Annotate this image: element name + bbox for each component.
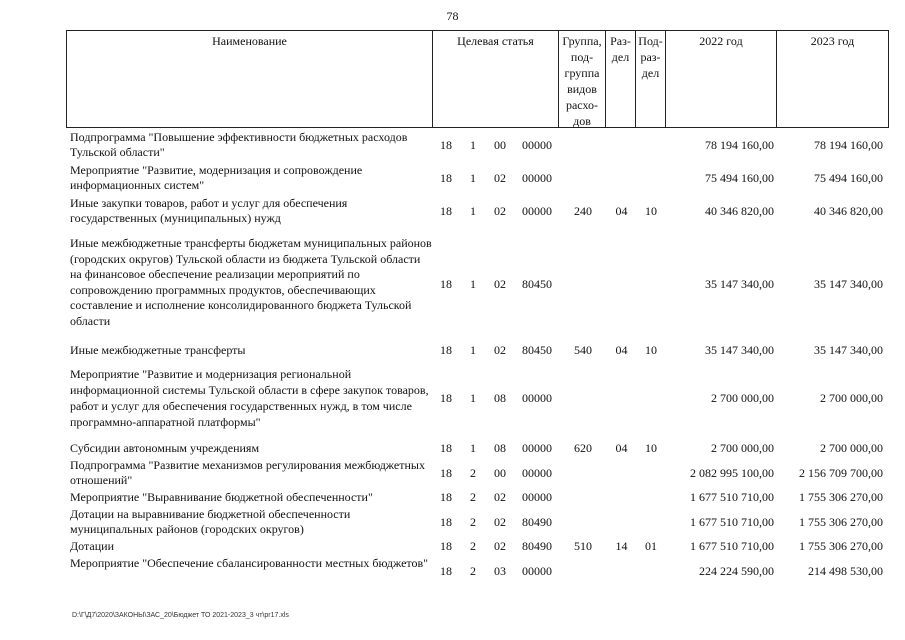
row-code-d: 00000 <box>522 441 552 455</box>
table-row <box>0 236 905 336</box>
row-amount-2022: 40 346 820,00 <box>705 204 774 218</box>
table-row <box>0 196 905 228</box>
row-amount-2023: 78 194 160,00 <box>814 138 883 152</box>
table-row <box>0 490 905 506</box>
row-name: Иные межбюджетные трансферты <box>70 343 246 357</box>
row-subsection: 10 <box>645 441 657 455</box>
row-name: Мероприятие "Развитие, модернизация и сопровождение информационных систем" <box>70 163 363 192</box>
row-code-a: 18 <box>440 391 452 405</box>
row-code-d: 00000 <box>522 171 552 185</box>
table-row <box>0 366 905 432</box>
row-code-b: 2 <box>470 564 476 578</box>
row-section: 04 <box>615 441 628 455</box>
row-name: Мероприятие "Развитие и модернизация региональной информационной системы Тульской области в сфере закупок товаров, работ и услуг для обеспечения государственных нужд, в том числе программно-аппаратной платформы" <box>70 367 429 429</box>
header-group: Группа, под-группа видов расхо-дов <box>559 31 606 127</box>
row-code-c: 00 <box>494 466 506 480</box>
row-amount-2023: 2 700 000,00 <box>820 391 883 405</box>
row-code-c: 02 <box>494 277 506 291</box>
row-code-b: 2 <box>470 515 476 529</box>
row-name: Дотации <box>70 539 115 553</box>
row-group: 620 <box>574 441 592 455</box>
row-code-b: 1 <box>470 277 476 291</box>
header-subsection: Под-раз-дел <box>636 31 666 127</box>
row-code-a: 18 <box>440 171 452 185</box>
row-section: 04 <box>615 343 628 357</box>
row-amount-2022: 2 082 995 100,00 <box>690 466 774 480</box>
row-subsection: 10 <box>645 204 657 218</box>
row-amount-2022: 224 224 590,00 <box>699 564 774 578</box>
row-subsection: 10 <box>645 343 657 357</box>
row-code-d: 00000 <box>522 138 552 152</box>
row-amount-2023: 2 700 000,00 <box>820 441 883 455</box>
row-code-d: 80450 <box>522 277 552 291</box>
row-name: Иные межбюджетные трансферты бюджетам муниципальных районов (городских округов) Тульской области из бюджета Тульской области на финансовое обеспечение реализации мероприятий по сопровождению программных продуктов, обеспечивающих составление и исполнение консолидированного бюджета Тульской области <box>70 236 432 328</box>
header-2022: 2022 год <box>666 31 777 127</box>
row-code-b: 1 <box>470 171 476 185</box>
header-section: Раз-дел <box>606 31 636 127</box>
row-code-c: 02 <box>494 490 506 504</box>
row-section: 04 <box>615 204 628 218</box>
row-code-d: 80450 <box>522 343 552 357</box>
row-code-c: 00 <box>494 138 506 152</box>
header-2023: 2023 год <box>810 34 855 48</box>
row-amount-2022: 78 194 160,00 <box>705 138 774 152</box>
row-amount-2023: 214 498 530,00 <box>808 564 883 578</box>
row-code-b: 1 <box>470 441 476 455</box>
row-name: Подпрограмма "Развитие механизмов регулирования межбюджетных отношений" <box>70 458 425 487</box>
row-name: Подпрограмма "Повышение эффективности бюджетных расходов Тульской области" <box>70 130 408 159</box>
row-group: 540 <box>574 343 592 357</box>
row-amount-2023: 1 755 306 270,00 <box>799 490 883 504</box>
row-code-a: 18 <box>440 441 452 455</box>
table-row <box>0 556 905 587</box>
table-header <box>66 30 889 128</box>
table-row <box>0 458 905 489</box>
row-amount-2022: 1 677 510 710,00 <box>690 490 774 504</box>
table-row <box>0 163 905 195</box>
row-amount-2023: 40 346 820,00 <box>814 204 883 218</box>
header-name: Наименование <box>67 31 433 127</box>
row-code-b: 1 <box>470 343 476 357</box>
row-code-c: 02 <box>494 171 506 185</box>
row-amount-2022: 2 700 000,00 <box>711 441 774 455</box>
row-code-a: 18 <box>440 343 452 357</box>
row-code-a: 18 <box>440 539 452 553</box>
row-name: Дотации на выравнивание бюджетной обеспеченности муниципальных районов (городских округов) <box>70 507 351 536</box>
row-code-a: 18 <box>440 490 452 504</box>
row-amount-2023: 75 494 160,00 <box>814 171 883 185</box>
row-code-d: 80490 <box>522 539 552 553</box>
table-row <box>0 130 905 162</box>
row-code-d: 00000 <box>522 564 552 578</box>
file-path-footer: D:\Г\Д7\2020\ЗАКОНЫ\ЗАС_20\Бюджет ТО 2021-2023_3 чт\pr17.xls <box>72 612 289 619</box>
row-code-d: 00000 <box>522 391 552 405</box>
row-code-c: 02 <box>494 204 506 218</box>
row-code-d: 00000 <box>522 204 552 218</box>
row-code-c: 08 <box>494 391 506 405</box>
row-amount-2022: 75 494 160,00 <box>705 171 774 185</box>
table-row <box>0 342 905 360</box>
row-amount-2022: 1 677 510 710,00 <box>690 515 774 529</box>
row-name: Мероприятие "Выравнивание бюджетной обеспеченности" <box>70 490 373 504</box>
row-code-b: 2 <box>470 466 476 480</box>
row-group: 510 <box>574 539 592 553</box>
row-code-b: 1 <box>470 391 476 405</box>
row-amount-2023: 1 755 306 270,00 <box>799 539 883 553</box>
row-code-a: 18 <box>440 138 452 152</box>
row-code-b: 1 <box>470 138 476 152</box>
row-code-c: 02 <box>494 343 506 357</box>
row-code-d: 00000 <box>522 466 552 480</box>
row-code-b: 2 <box>470 490 476 504</box>
row-code-d: 00000 <box>522 490 552 504</box>
table-row <box>0 539 905 555</box>
page-number: 78 <box>446 9 459 23</box>
row-amount-2023: 35 147 340,00 <box>814 277 883 291</box>
row-amount-2022: 1 677 510 710,00 <box>690 539 774 553</box>
row-group: 240 <box>574 204 592 218</box>
row-code-a: 18 <box>440 564 452 578</box>
row-code-b: 2 <box>470 539 476 553</box>
row-code-c: 02 <box>494 515 506 529</box>
row-amount-2022: 35 147 340,00 <box>705 277 774 291</box>
row-code-d: 80490 <box>522 515 552 529</box>
row-code-a: 18 <box>440 204 452 218</box>
table-row <box>0 507 905 538</box>
row-code-a: 18 <box>440 515 452 529</box>
row-amount-2023: 35 147 340,00 <box>814 343 883 357</box>
row-code-a: 18 <box>440 466 452 480</box>
row-amount-2022: 2 700 000,00 <box>711 391 774 405</box>
row-name: Субсидии автономным учреждениям <box>70 441 260 455</box>
row-amount-2023: 2 156 709 700,00 <box>799 466 883 480</box>
row-code-b: 1 <box>470 204 476 218</box>
row-code-c: 03 <box>494 564 506 578</box>
row-amount-2022: 35 147 340,00 <box>705 343 774 357</box>
table-row <box>0 441 905 457</box>
row-subsection: 01 <box>645 539 657 553</box>
row-code-c: 08 <box>494 441 506 455</box>
row-code-a: 18 <box>440 277 452 291</box>
row-name: Мероприятие "Обеспечение сбалансированности местных бюджетов" <box>70 556 429 570</box>
row-amount-2023: 1 755 306 270,00 <box>799 515 883 529</box>
header-target: Целевая статья <box>433 31 559 127</box>
row-section: 14 <box>615 539 628 553</box>
row-code-c: 02 <box>494 539 506 553</box>
row-name: Иные закупки товаров, работ и услуг для обеспечения государственных (муниципальных) нужд <box>70 196 348 225</box>
